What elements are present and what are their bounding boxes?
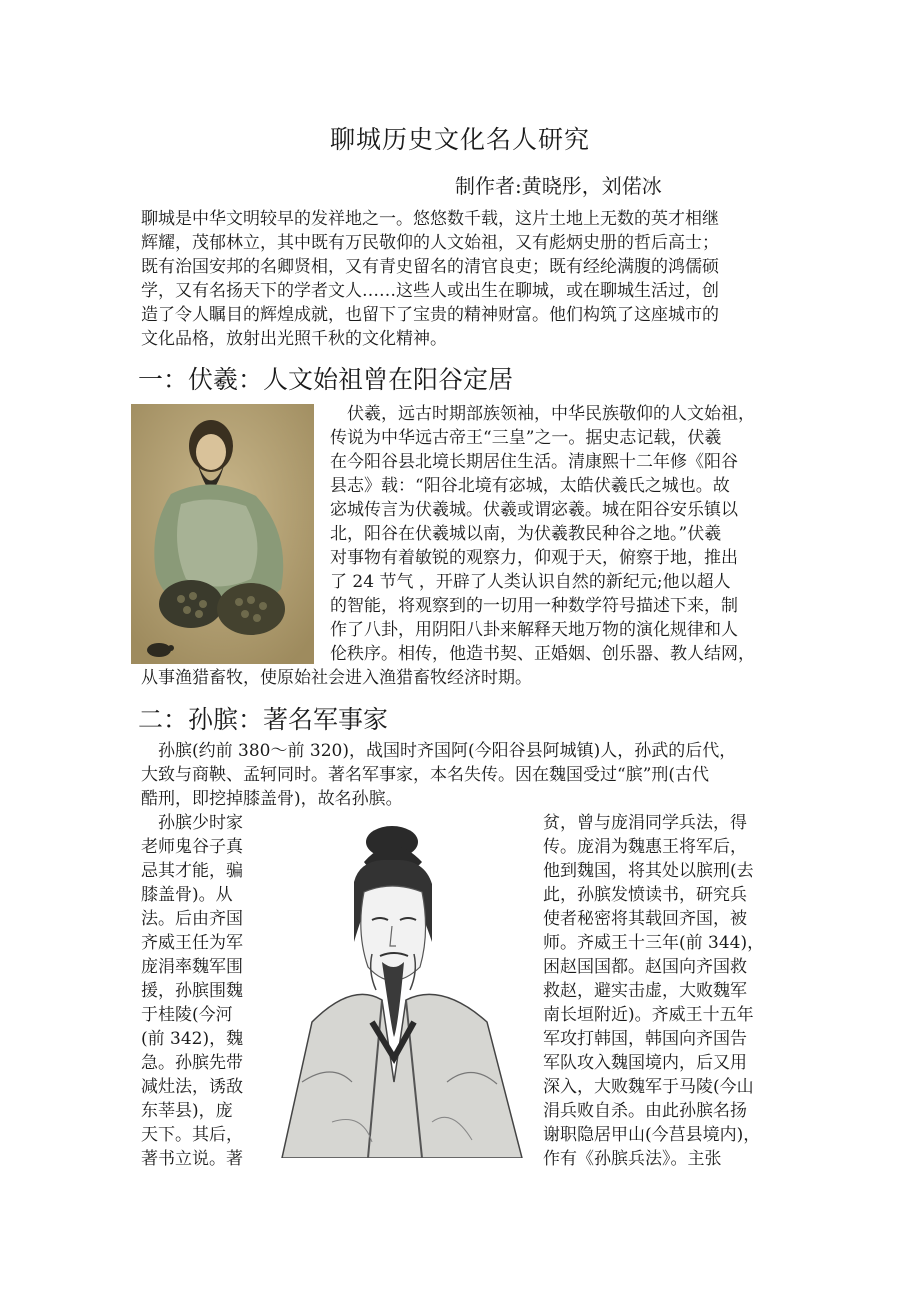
- intro-line: 既有治国安邦的名卿贤相，又有青史留名的清官良吏；既有经纶满腹的鸿儒硕: [141, 257, 719, 277]
- section2-right-line: 他到魏国，将其处以膑刑(去: [543, 861, 754, 881]
- section2-right-line: 涓兵败自杀。由此孙膑名扬: [543, 1101, 747, 1121]
- section2-right-line: 谢职隐居甲山(今莒县境内)，: [543, 1125, 761, 1145]
- section2-right-line: 深入，大败魏军于马陵(今山: [543, 1077, 754, 1097]
- section2-right-column: [543, 811, 764, 1171]
- section2-left-line: 孙膑少时家: [158, 813, 243, 833]
- intro-line: 辉耀，茂郁林立，其中既有万民敬仰的人文始祖，又有彪炳史册的哲后高士；: [141, 233, 719, 253]
- document-authors: 制作者:黄晓彤，刘偌冰: [455, 174, 662, 198]
- section2-left-line: 老师鬼谷子真: [141, 837, 243, 857]
- section2-left-line: 援，孙膑围魏: [141, 981, 243, 1001]
- section2-right-line: 传。庞涓为魏惠王将军后，: [543, 837, 747, 857]
- section2-right-line: 南长垣附近)。齐威王十五年: [543, 1005, 754, 1025]
- section1-line: 作了八卦，用阴阳八卦来解释天地万物的演化规律和人: [330, 620, 738, 640]
- section2-left-line: 著书立说。著: [141, 1149, 243, 1169]
- section1-line: 宓城传言为伏羲城。伏羲或谓宓羲。城在阳谷安乐镇以: [330, 500, 738, 520]
- section1-heading: 一：伏羲：人文始祖曾在阳谷定居: [138, 365, 514, 394]
- section2-left-line: 急。孙膑先带: [141, 1053, 243, 1073]
- intro-line: 聊城是中华文明较早的发祥地之一。悠悠数千载，这片土地上无数的英才相继: [141, 209, 719, 229]
- intro-line: 文化品格，放射出光照千秋的文化精神。: [141, 329, 447, 349]
- section2-right-line: 此，孙膑发愤读书，研究兵: [543, 885, 747, 905]
- section2-right-line: 贫，曾与庞涓同学兵法，得: [543, 813, 747, 833]
- section1-line: 伦秩序。相传，他造书契、正婚姻、创乐器、教人结网，: [330, 644, 755, 664]
- intro-line: 造了令人瞩目的辉煌成就，也留下了宝贵的精神财富。他们构筑了这座城市的: [141, 305, 719, 325]
- section2-right-line: 困赵国国都。赵国向齐国救: [543, 957, 747, 977]
- section2-right-line: 使者秘密将其载回齐国，被: [543, 909, 747, 929]
- section1-last-line: 从事渔猎畜牧，使原始社会进入渔猎畜牧经济时期。: [141, 668, 532, 688]
- section2-left-line: 减灶法，诱敌: [141, 1077, 243, 1097]
- section2-left-line: (前 342)，魏: [141, 1029, 244, 1049]
- fuxi-portrait-image: [131, 404, 314, 664]
- section2-left-column: [141, 811, 243, 1171]
- section2-intro-line: 孙膑(约前 380～前 320)，战国时齐国阿(今阳谷县阿城镇)人，孙武的后代，: [158, 741, 737, 761]
- section2-left-line: 法。后由齐国: [141, 909, 243, 929]
- section1-line: 北，阳谷在伏羲城以南，为伏羲教民种谷之地。”伏羲: [330, 524, 722, 544]
- section1-body: [330, 402, 755, 666]
- fuxi-painting-svg: [131, 404, 314, 664]
- section2-intro-line: 大致与商鞅、孟轲同时。著名军事家，本名失传。因在魏国受过“膑”刑(古代: [141, 765, 710, 785]
- intro-paragraph: [141, 207, 719, 351]
- sunbin-ink-svg: [272, 822, 527, 1158]
- section2-right-line: 作有《孙膑兵法》。主张: [543, 1149, 722, 1169]
- section2-right-line: 师。齐威王十三年(前 344)，: [543, 933, 765, 953]
- section1-line: 伏羲，远古时期部族领袖，中华民族敬仰的人文始祖，: [347, 404, 755, 424]
- section2-right-line: 军攻打韩国，韩国向齐国告: [543, 1029, 747, 1049]
- section2-left-line: 膝盖骨)。从: [141, 885, 233, 905]
- section2-heading: 二：孙膑：著名军事家: [138, 705, 389, 734]
- sunbin-portrait-image: [272, 822, 527, 1158]
- section1-line: 的智能，将观察到的一切用一种数学符号描述下来，制: [330, 596, 738, 616]
- section2-intro-line: 酷刑，即挖掉膝盖骨)，故名孙膑。: [141, 789, 403, 809]
- section1-line: 了 24 节气 ，开辟了人类认识自然的新纪元;他以超人: [330, 572, 731, 592]
- section1-line: 对事物有着敏锐的观察力，仰观于天，俯察于地，推出: [330, 548, 738, 568]
- section2-right-line: 军队攻入魏国境内，后又用: [543, 1053, 747, 1073]
- section2-left-line: 庞涓率魏军围: [141, 957, 243, 977]
- section1-line: 传说为中华远古帝王“三皇”之一。据史志记载，伏羲: [330, 428, 722, 448]
- section2-left-line: 天下。其后，: [141, 1125, 243, 1145]
- section2-left-line: 齐威王任为军: [141, 933, 243, 953]
- section1-line: 在今阳谷县北境长期居住生活。清康熙十二年修《阳谷: [330, 452, 738, 472]
- section2-left-line: 于桂陵(今河: [141, 1005, 233, 1025]
- section2-right-line: 救赵，避实击虚，大败魏军: [543, 981, 747, 1001]
- section1-line: 县志》载：“阳谷北境有宓城，太皓伏羲氏之城也。故: [330, 476, 730, 496]
- section2-intro: [141, 739, 736, 811]
- intro-line: 学，又有名扬天下的学者文人……这些人或出生在聊城，或在聊城生活过，创: [141, 281, 719, 301]
- section2-left-line: 东莘县)，庞: [141, 1101, 233, 1121]
- document-title: 聊城历史文化名人研究: [329, 125, 590, 154]
- section2-left-line: 忌其才能，骗: [141, 861, 243, 881]
